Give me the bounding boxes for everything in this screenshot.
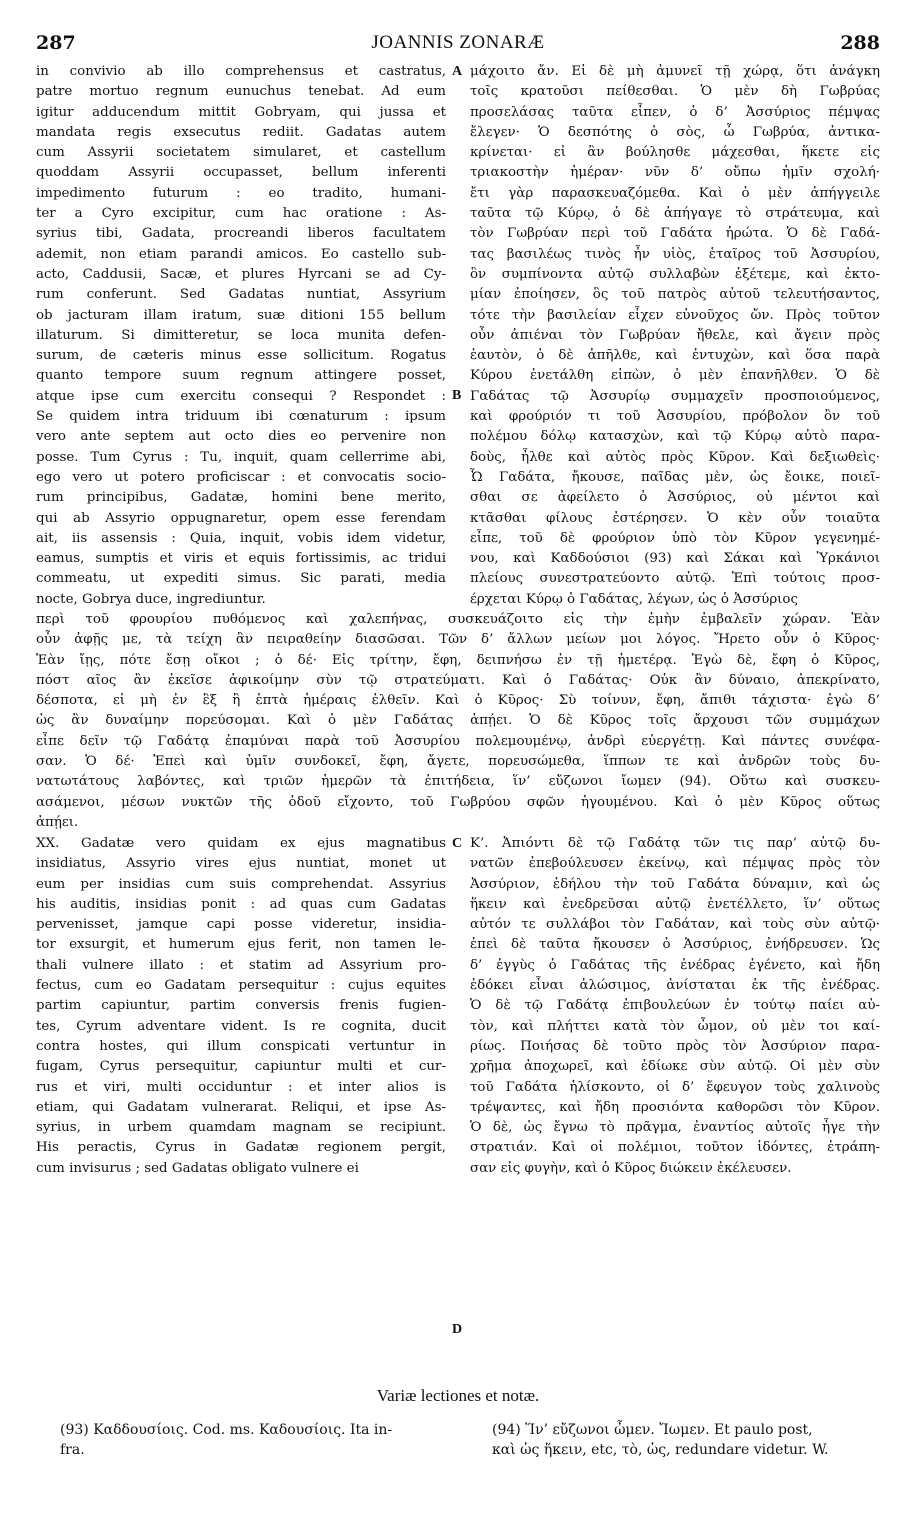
greek-text-line: εἶπε, τοῦ δὲ φρούριον ὑπὸ τὸν Κῦρον γεγενημέ- <box>470 530 880 546</box>
note-93-line-1: (93) Καδδουσίοις. Cod. ms. Καδουσίοις. Ita in- <box>60 1422 393 1438</box>
greek-text-line: τας βασιλέως τινὸς ἦν υἱὸς, ἑταῖρος τοῦ Ἀσσυρίου, <box>470 246 880 262</box>
latin-text-line: vero ante septem aut octo dies eo pervenire non <box>36 429 446 445</box>
greek-full-text-line: νατωτάτους λαβόντες, καὶ τριῶν ἡμερῶν τὰ ἐπιτήδεια, ἵν’ εὔζωνοι ἴωμεν (94). Οὕτω καὶ συσκευ- <box>36 774 880 790</box>
greek-text-line: πλείους συνεστρατεύοντο αὐτῷ. Ἐπὶ τούτοις προσ- <box>470 571 880 587</box>
greek-full-text-line: ασάμενοι, μέσων νυκτῶν τῆς ὁδοῦ εἴχοντο, τοῦ Γωβρύου σφῶν ἡγουμένου. Καὶ ὁ μὲν Κῦρος οὕτως <box>36 794 880 810</box>
note-94-line-1: (94) Ἵν’ εὔζωνοι ὦμεν. Ἴωμεν. Et paulo post, <box>492 1422 813 1438</box>
latin-text-line: atque ipse cum exercitu consequi ? Respondet : <box>36 388 446 404</box>
page-number-right: 288 <box>840 32 880 54</box>
greek-text-line: Ὦ Γαδάτα, ἤκουσε, παῖδας μὲν, ὡς ἔοικε, ποιεῖ- <box>470 469 880 485</box>
greek-text-line: τοῦ Γαδάτα ἡλίσκοντο, οἱ δ’ ἔφευγον τοὺς χαλινοὺς <box>470 1079 880 1095</box>
greek-text-line: μίαν ἐποίησεν, ὃς τοῦ πατρὸς αὐτοῦ τελευτήσαντος, <box>470 287 880 303</box>
margin-marker-d: D <box>452 1322 463 1337</box>
running-title: JOANNIS ZONARÆ <box>371 32 545 53</box>
greek-text-line: έρχεται Κύρῳ ὁ Γαδάτας, λέγων, ὡς ὁ Ἀσσύριος <box>470 591 798 607</box>
latin-text-line: quoddam Assyrii occupasset, bellum inferenti <box>36 165 446 181</box>
greek-text-line: νατῶν ἐπεβούλευσεν ἐκείνῳ, καὶ πέμψας πρὸς τὸν <box>470 856 880 872</box>
greek-text-line: κρίνεται· εἰ ἂν βούλησθε μάχεσθαι, ἥκετε εἰς <box>470 145 880 161</box>
greek-text-line: στρατιάν. Καὶ οἱ πολέμιοι, τοῦτον ἰδόντες, ἐτράπη- <box>470 1140 880 1156</box>
latin-text-line: ait, iis assensis : Quia, inquit, vobis idem videtur, <box>36 530 446 546</box>
latin-text-line: thali vulnere illato : et statim ad Assyrium pro- <box>36 957 446 973</box>
greek-text-line: ἔλεγεν· Ὁ δεσπότης ὁ σὸς, ὦ Γωβρύα, ἀντικα- <box>470 124 880 140</box>
latin-column-block-2 <box>36 834 446 1179</box>
latin-text-line: XX. Gadatæ vero quidam ex ejus magnatibus <box>36 836 446 851</box>
latin-text-line: nocte, Gobrya duce, ingrediuntur. <box>36 591 266 607</box>
greek-full-text-line: σαν. Ὁ δέ· Ἐπεὶ καὶ ὑμῖν συνδοκεῖ, ἔφη, ἄγετε, πορευσώμεθα, ἵππων τε καὶ ἀνδρῶν τοὺς δυ- <box>36 754 880 770</box>
greek-full-text-line: περὶ τοῦ φρουρίου πυθόμενος καὶ χαλεπήνας, συσκευάζοιτο εἰς τὴν ἐμὴν ἐμβαλεῖν χώραν. Ἐὰν <box>36 612 880 627</box>
latin-column-block-1 <box>36 62 446 610</box>
greek-text-line: τότε τὴν βασιλείαν εἶχεν εὐνοῦχος ὤν. Πρὸς τοῦτον <box>470 307 880 323</box>
latin-text-line: insidiatus, Assyrio vires ejus nuntiat, monet ut <box>36 856 446 872</box>
latin-text-line: quanto tempore suum regnum attingere posset, <box>36 368 446 384</box>
greek-text-line: ἐπεὶ δὲ ταῦτα ἤκουσεν ὁ Ἀσσύριος, ἐνήδρευσεν. Ὡς <box>470 937 880 953</box>
greek-full-text-line: ἀπῄει. <box>36 814 79 830</box>
note-94-line-2: καὶ ὡς ἥκειν, etc, τὸ, ὡς, redundare videtur. W. <box>492 1442 829 1458</box>
greek-column-block-2 <box>470 834 880 1179</box>
latin-text-line: etiam, qui Gadatam vulnerarat. Reliqui, et ipse As- <box>36 1099 446 1115</box>
greek-text-line: σθαι σε ἀφείλετο ὁ Ἀσσύριος, οὐ μέντοι καὶ <box>470 490 880 506</box>
latin-text-line: fectus, cum eo Gadatam persequitur : cujus equites <box>36 978 446 994</box>
latin-text-line: igitur adducendum mittit Gobryam, qui jussa et <box>36 104 446 120</box>
latin-text-line: eamus, sumptis et viris et equis fortissimis, ac tridui <box>36 551 446 567</box>
greek-text-line: δοὺς, ἦλθε καὶ αὐτὸς πρὸς Κῦρον. Καὶ δεξιωθεὶς· <box>470 449 880 465</box>
greek-full-text-line: πόστ αῖος ἂν ἐκεῖσε ἀφικοίμην σὺν τῷ στρατεύματι. Καὶ ὁ Γαδάτας· Οὐκ ἂν δύναιο, ἀπεκρίνατο, <box>36 672 880 688</box>
greek-text-line: οὖν ἀπιέναι τὸν Γωβρύαν ἤθελε, καὶ ἄγειν πρὸς <box>470 327 880 343</box>
latin-text-line: rus et viri, multi occiduntur : et inter alios is <box>36 1079 446 1095</box>
greek-text-line: ἑαυτὸν, ὁ δὲ ἀπῆλθε, καὶ ἐντυχὼν, καὶ ὅσα παρὰ <box>470 348 880 364</box>
latin-text-line: fugam, Cyrus persequitur, capiuntur multi et cur- <box>36 1059 446 1075</box>
greek-text-line: προσελάσας ταῦτα εἶπεν, ὁ δ’ Ἀσσύριος πέμψας <box>470 104 880 120</box>
greek-full-width-block <box>36 610 880 833</box>
greek-text-line: ρίως. Ποιήσας δὲ τοῦτο πρὸς τὸν Ἀσσύριον παρα- <box>470 1038 880 1054</box>
latin-text-line: syrius tibi, Gadata, procreandi liberos facultatem <box>36 226 446 242</box>
greek-text-line: τρέψαντες, καὶ ἤδη προσιόντα καθορῶσι τὸν Κῦρον. <box>470 1099 880 1115</box>
latin-text-line: patre mortuo regnum eunuchus tenebat. Ad eum <box>36 84 446 100</box>
margin-marker-c: C <box>452 836 463 851</box>
greek-full-text-line: δέσποτα, εἰ μὴ ἐν ἓξ ἢ ἑπτὰ ἡμέραις ἐλθεῖν. Καὶ ὁ Κῦρος· Σὺ τοίνυν, ἔφη, ἄπιθι τάχιστα· ἐγὼ δ’ <box>36 693 880 709</box>
margin-marker-b: B <box>452 388 462 403</box>
page-number-left: 287 <box>36 32 76 54</box>
note-93 <box>60 1420 450 1460</box>
latin-text-line: acto, Caddusii, Sacæ, et plures Hyrcani se ad Cy- <box>36 266 446 282</box>
latin-text-line: rum conferunt. Sed Gadatas nuntiat, Assyrium <box>36 287 446 303</box>
greek-full-text-line: οὖν ἀφῇς με, τὰ τείχη ἂν πειραθείην διασῶσαι. Τῶν δ’ ἄλλων μείων μοι λόγος. Ἤρετο οὖν ὁ Κῦρος· <box>36 632 880 648</box>
latin-text-line: impedimento futurum : eo tradito, humani- <box>36 185 446 201</box>
latin-text-line: commeatu, ut expediti simus. Sic parati, media <box>36 571 446 587</box>
latin-text-line: his auditis, insidias ponit : ad quas cum Gadatas <box>36 896 446 912</box>
greek-text-line: ἐδόκει εἶναι ἁλώσιμος, ἀνίσταται ἐκ τῆς ἐνέδρας. <box>470 978 880 994</box>
greek-text-line: καὶ φρούριόν τι τοῦ Ἀσσυρίου, πρόβολον ὂν τοῦ <box>470 409 880 425</box>
latin-text-line: syrius, in urbem quamdam magnam se recipiunt. <box>36 1120 446 1136</box>
latin-text-line: ob jacturam illam iratum, suæ ditioni 155 bellum <box>36 307 446 323</box>
latin-text-line: pervenisset, jamque capi posse videretur, insidia- <box>36 917 446 933</box>
greek-text-line: Κύρου ἐνετάλθη εἰπὼν, ὁ μὲν ἐπανῆλθεν. Ὁ δὲ <box>470 368 880 384</box>
greek-text-line: τριακοστὴν ἡμέραν· νῦν δ’ οὔπω ἡμῖν σχολή· <box>470 165 880 181</box>
greek-full-text-line: ὡς ἂν δυναίμην πορεύσομαι. Καὶ ὁ μὲν Γαδάτας ἀπῄει. Ὁ δὲ Κῦρος τοῖς ἄρχουσι τῶν συμμάχων <box>36 713 880 729</box>
latin-text-line: partim capiuntur, partim conversis frenis fugien- <box>36 998 446 1014</box>
latin-text-line: mandata regis exsecutus rediit. Gadatas autem <box>36 124 446 140</box>
latin-text-line: surum, de cæteris minus esse sollicitum. Rogatus <box>36 348 446 364</box>
greek-text-line: σαν εἰς φυγὴν, καὶ ὁ Κῦρος διώκειν ἐκέλευσεν. <box>470 1160 792 1176</box>
greek-text-line: Κ’. Ἀπιόντι δὲ τῷ Γαδάτᾳ τῶν τις παρ’ αὐτῷ δυ- <box>470 836 880 851</box>
greek-text-line: ἔτι γὰρ παρασκευαζόμεθα. Καὶ ὁ μὲν ἀπήγγειλε <box>470 185 880 201</box>
greek-text-line: τὸν Γωβρύαν περὶ τοῦ Γαδάτα ἠρώτα. Ὁ δὲ Γαδά- <box>470 226 880 242</box>
latin-text-line: ademit, non etiam parandi amicos. Eo castello sub- <box>36 246 446 262</box>
note-93-line-2: fra. <box>60 1442 85 1458</box>
greek-text-line: τὸν, καὶ πλήττει κατὰ τὸν ὦμον, οὐ μὲν τοι καί- <box>470 1018 880 1034</box>
greek-text-line: πολέμου δόλῳ κατασχὼν, καὶ τῷ Κύρῳ αὐτὸ παρα- <box>470 429 880 445</box>
greek-text-line: μάχοιτο ἄν. Εἰ δὲ μὴ ἀμυνεῖ τῇ χώρᾳ, ὅτι ἀνάγκη <box>470 64 880 79</box>
latin-text-line: tor exsurgit, et humerum ejus ferit, non tamen le- <box>36 937 446 953</box>
note-94 <box>492 1420 882 1460</box>
margin-marker-a: A <box>452 64 463 79</box>
latin-text-line: tes, Cyrum adventare vident. Is re cognita, ducit <box>36 1018 446 1034</box>
latin-text-line: ter a Cyro excipitur, cum hac oratione : As- <box>36 206 446 222</box>
latin-text-line: contra hostes, qui illum conspicati vertuntur in <box>36 1038 446 1054</box>
greek-text-line: αὐτόν τε συλλάβοι τὸν Γαδάταν, καὶ τοὺς σὺν αὐτῷ· <box>470 917 880 933</box>
latin-text-line: qui ab Assyrio oppugnaretur, opem esse ferendam <box>36 510 446 526</box>
latin-text-line: Se quidem intra triduum ibi cœnaturum : ipsum <box>36 409 446 425</box>
greek-text-line: τοῖς κρατοῦσι πείθεσθαι. Ὁ μὲν δὴ Γωβρύας <box>470 84 880 100</box>
greek-text-line: ὃν συμπίνοντα αὐτῷ συλλαβὼν ἐξέτεμε, καὶ ἐκτο- <box>470 266 880 282</box>
latin-text-line: ego vero ut potero proficiscar : et convocatis socio- <box>36 469 446 485</box>
greek-text-line: νου, καὶ Καδδούσιοι (93) καὶ Σάκαι καὶ Ὑρκάνιοι <box>470 551 880 567</box>
greek-column-block-1 <box>470 62 880 610</box>
greek-text-line: δ’ ἐγγὺς ὁ Γαδάτας τῆς ἐνέδρας ἐγένετο, καὶ ἤδη <box>470 957 880 973</box>
latin-text-line: cum invisurus ; sed Gadatas obligato vulnere ei <box>36 1160 359 1176</box>
running-header <box>36 32 880 56</box>
notes-heading: Variæ lectiones et notæ. <box>376 1386 540 1405</box>
greek-text-line: Ἀσσύριον, ἐδήλου τὴν τοῦ Γαδάτα δύναμιν, καὶ ὡς <box>470 876 880 892</box>
greek-text-line: ταῦτα τῷ Κύρῳ, ὁ δὲ ἀπήγαγε τὸ στράτευμα, καὶ <box>470 206 880 222</box>
greek-full-text-line: εἶπε δεῖν τῷ Γαδάτᾳ ἐπαμύναι παρὰ τοῦ Ἀσσυρίου πολεμουμένῳ, ἀνδρὶ εὐεργέτῃ. Καὶ πάντες συνέφα- <box>36 733 880 749</box>
greek-text-line: ἥκειν καὶ ἐνεδρεῦσαι αὐτῷ ἐνετέλλετο, ἵν’ οὕτως <box>470 896 880 912</box>
latin-text-line: illaturum. Si dimitteretur, se loca munita defen- <box>36 327 446 343</box>
latin-text-line: rum principibus, Gadatæ, homini bene merito, <box>36 490 446 506</box>
latin-text-line: posse. Tum Cyrus : Tu, inquit, quam cellerrime abi, <box>36 449 446 465</box>
greek-text-line: χρῆμα ἀποχωρεῖ, καὶ ἐδίωκε σὺν αὐτῷ. Οἱ μὲν σὺν <box>470 1059 880 1075</box>
greek-text-line: Ὁ δὲ, ὡς ἔγνω τὸ πρᾶγμα, ἐναντίος αὐτοῖς ἦγε τὴν <box>470 1120 880 1136</box>
greek-text-line: Γαδάτας τῷ Ἀσσυρίῳ συμμαχεῖν προσποιούμενος, <box>470 388 880 404</box>
greek-full-text-line: Ἐὰν ἴῃς, πότε ἔσῃ οἴκοι ; ὁ δέ· Εἰς τρίτην, ἔφη, δειπνήσω ἐν τῇ ἡμετέρᾳ. Ἐγὼ δὲ, ἔφη ὁ Κῦρος, <box>36 652 880 668</box>
latin-text-line: eum per insidias cum suis comprehendat. Assyrius <box>36 876 446 892</box>
latin-text-line: in convivio ab illo comprehensus et castratus, <box>36 64 446 79</box>
greek-text-line: Ὁ δὲ τῷ Γαδάτᾳ ἐπιβουλεύων ἐν τούτῳ παίει αὐ- <box>470 998 880 1014</box>
latin-text-line: cum Assyrii societatem simularet, et castellum <box>36 145 446 161</box>
latin-text-line: His peractis, Cyrus in Gadatæ regionem pergit, <box>36 1140 446 1156</box>
greek-text-line: κτᾶσθαι φίλους ἐστέρησεν. Ὁ κὲν οὖν τοιαῦτα <box>470 510 880 526</box>
